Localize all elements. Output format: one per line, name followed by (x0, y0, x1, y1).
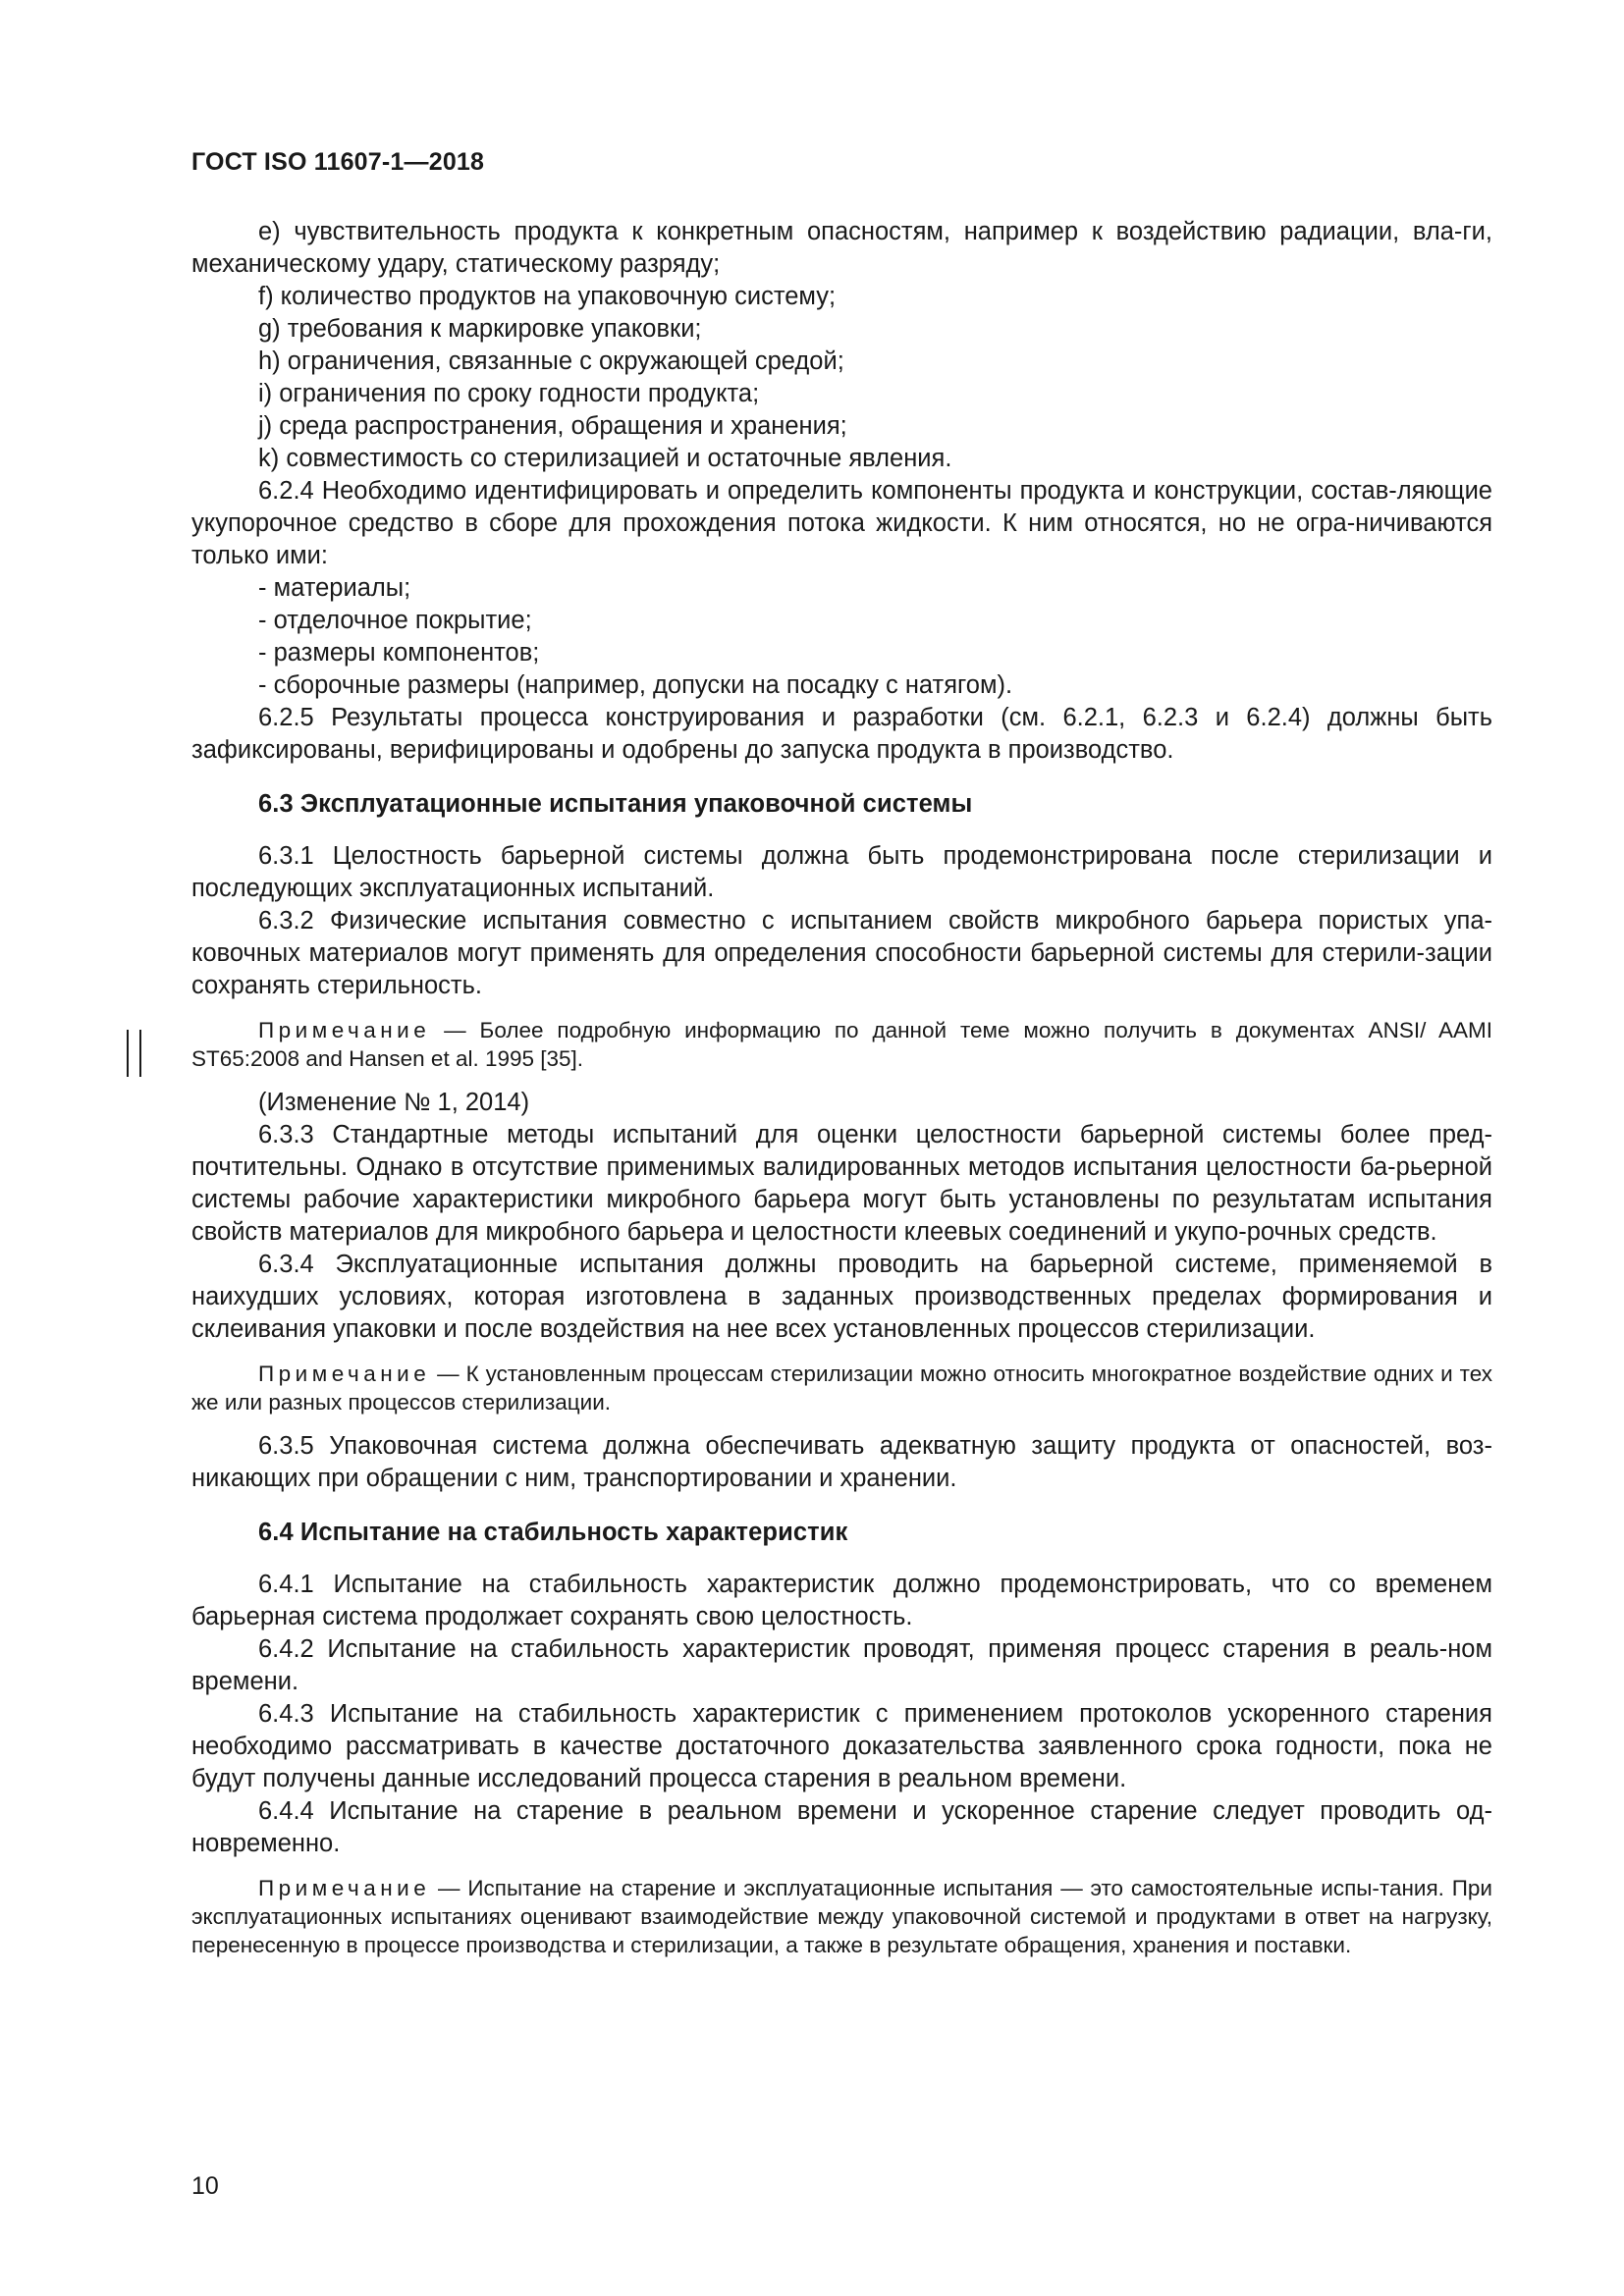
document-header: ГОСТ ISO 11607-1—2018 (191, 148, 485, 176)
paragraph-6-4-2: 6.4.2 Испытание на стабильность характеристик проводят, применяя процесс старения в реаль-ном времени. (191, 1635, 1492, 1695)
list-item-f: f) количество продуктов на упаковочную систему; (258, 283, 837, 310)
change-bar-left (127, 1030, 129, 1077)
dash-item-assembly: - сборочные размеры (например, допуски на посадку с натягом). (258, 671, 1013, 699)
paragraph-6-4-1: 6.4.1 Испытание на стабильность характеристик должно продемонстрировать, что со временем барьерная система продолжает сохранять свою целостность. (191, 1571, 1492, 1630)
list-item-j: j) среда распространения, обращения и хранения; (258, 412, 847, 440)
paragraph-6-3-4: 6.3.4 Эксплуатационные испытания должны проводить на барьерной системе, применяемой в наихудших условиях, которая изготовлена в заданных производственных пределах формирования и склеивания упаковки и после воздействия на нее всех установленных процессов стерилизации. (191, 1251, 1492, 1343)
note-label: Примечание (258, 1876, 431, 1900)
paragraph-6-2-4: 6.2.4 Необходимо идентифицировать и определить компоненты продукта и конструкции, состав-ляющие укупорочное средство в сборе для прохождения потока жидкости. К ним относятся, но не огра-ничиваются только ими: (191, 477, 1492, 569)
change-bar-right (139, 1030, 141, 1077)
note-text: — Более подробную информацию по данной теме можно получить в документах ANSI/ AAMI ST65:2008 and Hansen et al. 1995 [35]. (191, 1018, 1492, 1071)
change-reference: (Изменение № 1, 2014) (258, 1089, 530, 1116)
paragraph-6-3-1: 6.3.1 Целостность барьерной системы должна быть продемонстрирована после стерилизации и последующих эксплуатационных испытаний. (191, 842, 1492, 902)
paragraph-6-3-3: 6.3.3 Стандартные методы испытаний для оценки целостности барьерной системы более пред-почтительны. Однако в отсутствие применимых валидированных методов испытания целостности ба-рьерной системы рабочие характеристики микробного барьера могут быть установлены по результатам испытания свойств материалов для микробного барьера и целостности клеевых соединений и укупо-рочных средств. (191, 1121, 1492, 1246)
paragraph-6-2-5: 6.2.5 Результаты процесса конструирования и разработки (см. 6.2.1, 6.2.3 и 6.2.4) должны быть зафиксированы, верифицированы и одобрены до запуска продукта в производство. (191, 704, 1492, 764)
list-item-h: h) ограничения, связанные с окружающей средой; (258, 347, 844, 375)
list-item-e: е) чувствительность продукта к конкретным опасностям, например к воздействию радиации, вла-ги, механическому удару, статическому разряду; (191, 218, 1492, 278)
note-2 (191, 1360, 1492, 1416)
note-text: — К установленным процессам стерилизации можно относить многократное воздействие одних и тех же или разных процессов стерилизации. (191, 1362, 1492, 1415)
note-label: Примечание (258, 1018, 431, 1042)
note-text: — Испытание на старение и эксплуатационные испытания — это самостоятельные испы-тания. При эксплуатационных испытаниях оценивают взаимодействие между упаковочной системой и продуктами в ответ на нагрузку, перенесенную в процессе производства и стерилизации, а также в результате обращения, хранения и поставки. (191, 1876, 1492, 1957)
dash-item-coating: - отделочное покрытие; (258, 607, 532, 634)
change-marker (127, 1030, 142, 1077)
dash-item-materials: - материалы; (258, 574, 411, 602)
list-item-i: i) ограничения по сроку годности продукта; (258, 380, 760, 407)
paragraph-6-3-2: 6.3.2 Физические испытания совместно с испытанием свойств микробного барьера пористых упа-ковочных материалов могут применять для определения способности барьерной системы для стерили-зации сохранять стерильность. (191, 907, 1492, 999)
list-item-g: g) требования к маркировке упаковки; (258, 315, 702, 343)
note-1 (191, 1016, 1492, 1073)
section-heading-6-3: 6.3 Эксплуатационные испытания упаковочной системы (258, 790, 973, 818)
page-number: 10 (191, 2172, 219, 2200)
note-label: Примечание (258, 1362, 431, 1386)
paragraph-6-4-3: 6.4.3 Испытание на стабильность характеристик с применением протоколов ускоренного старения необходимо рассматривать в качестве достаточного доказательства заявленного срока годности, пока не будут получены данные исследований процесса старения в реальном времени. (191, 1700, 1492, 1792)
paragraph-6-3-5: 6.3.5 Упаковочная система должна обеспечивать адекватную защиту продукта от опасностей, воз-никающих при обращении с ним, транспортировании и хранении. (191, 1432, 1492, 1492)
document-page (191, 147, 1492, 1973)
paragraph-6-4-4: 6.4.4 Испытание на старение в реальном времени и ускоренное старение следует проводить од-новременно. (191, 1797, 1492, 1857)
list-item-k: k) совместимость со стерилизацией и остаточные явления. (258, 445, 952, 472)
dash-item-dimensions: - размеры компонентов; (258, 639, 540, 667)
note-3 (191, 1874, 1492, 1959)
section-heading-6-4: 6.4 Испытание на стабильность характеристик (258, 1519, 848, 1546)
